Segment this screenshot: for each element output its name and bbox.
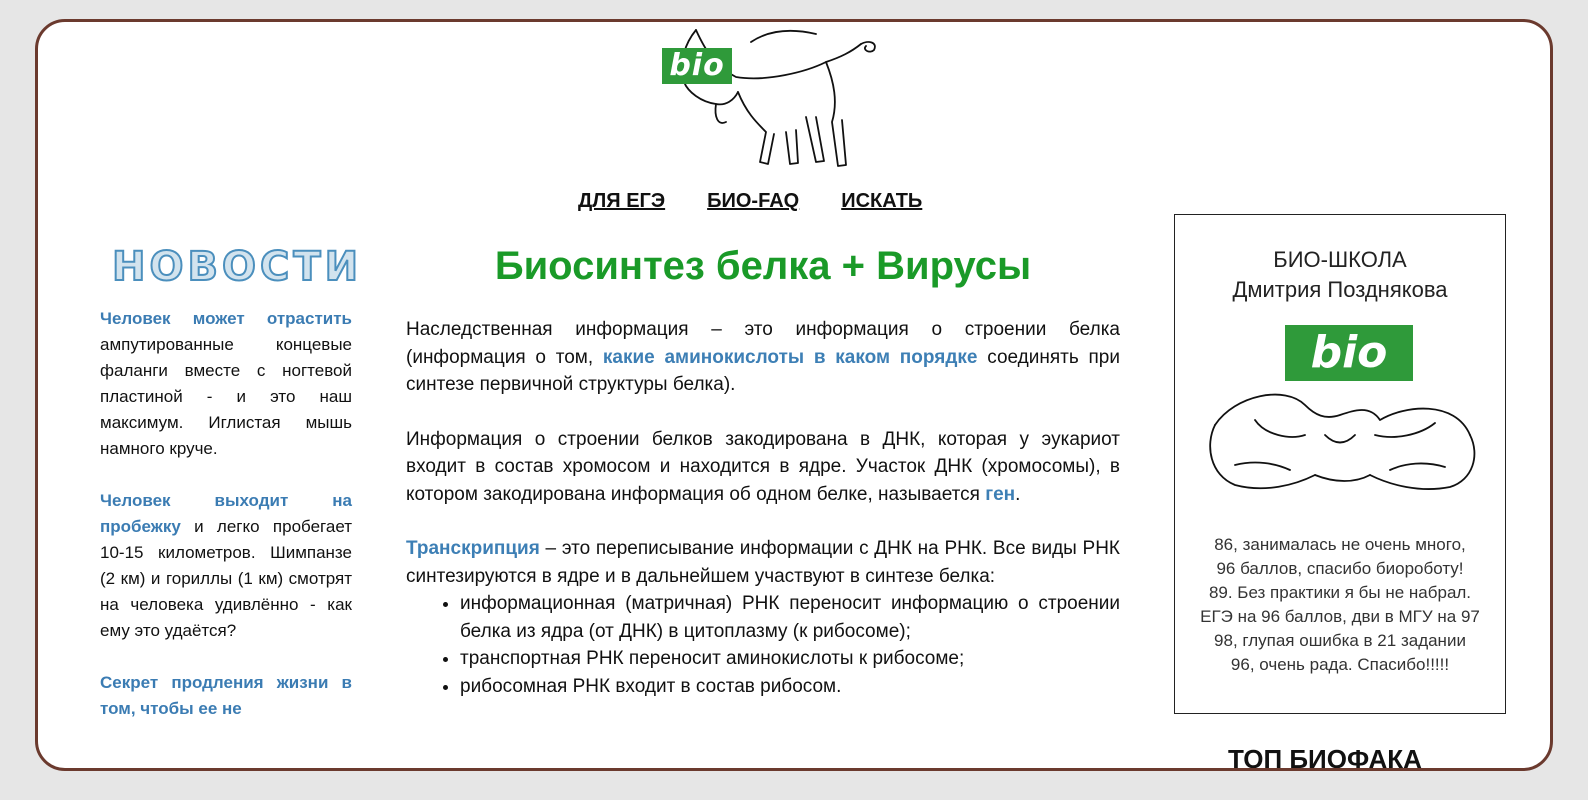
promo-title	[1175, 245, 1505, 305]
bio-logo-badge[interactable]: bio	[662, 48, 732, 84]
news-item	[100, 670, 352, 722]
top-biofak-heading: ТОП БИОФАКА	[1228, 744, 1422, 771]
news-item-link[interactable]: Человек может отрастить	[100, 309, 352, 328]
bison-logo-icon[interactable]	[656, 22, 876, 172]
reviews-list	[1175, 533, 1505, 677]
promo-title-line: Дмитрия Позднякова	[1232, 277, 1448, 302]
page-title: Биосинтез белка + Вирусы	[494, 244, 1032, 288]
review-line: 96 баллов, спасибо биороботу!	[1216, 559, 1464, 578]
paragraph-text: – это переписывание информации с ДНК на РНК. Все виды РНК синтезируются в ядре и в дальнейшем участвуют в синтезе белка:	[406, 538, 1120, 587]
nav-link-bio-faq[interactable]: БИО-FAQ	[707, 190, 800, 212]
article-body	[406, 316, 1120, 700]
rna-types-list	[406, 590, 1120, 700]
review-line: 89. Без практики я бы не набрал.	[1208, 583, 1472, 602]
article-paragraph	[406, 316, 1120, 399]
article-paragraph	[406, 535, 1120, 590]
transcription-link[interactable]: Транскрипция	[406, 538, 540, 559]
page-content	[38, 22, 1550, 771]
page-frame	[35, 19, 1553, 771]
news-item-text: ампутированные концевые фаланги вместе с ногтевой пластиной - и это наш максимум. Иглистая мышь намного круче.	[100, 335, 352, 458]
creature-drawing-icon	[1195, 365, 1485, 505]
review-line: 96, очень рада. Спасибо!!!!!	[1230, 655, 1450, 674]
news-item	[100, 306, 352, 462]
news-item-link[interactable]: Секрет продления жизни в том, чтобы ее не	[100, 673, 352, 718]
top-navigation	[578, 190, 922, 218]
list-item: • рибосомная РНК входит в состав рибосом.	[460, 673, 1120, 701]
news-item-link[interactable]: Человек выходит на пробежку	[100, 491, 352, 536]
gene-link[interactable]: ген	[985, 483, 1016, 505]
review-line: 86, занималась не очень много,	[1214, 535, 1466, 554]
promo-bio-logo: bio	[1285, 325, 1413, 381]
news-sidebar	[100, 306, 352, 748]
bio-school-promo[interactable]	[1174, 214, 1506, 714]
review-line: ЕГЭ на 96 баллов, дви в МГУ на 97	[1200, 607, 1480, 626]
paragraph-text: Информация о строении белков закодирована в ДНК, которая у эукариот входит в состав хромосом и находится в ядре. Участок ДНК (хромосомы), в котором закодирована информация об одном белке, называется	[406, 428, 1120, 505]
highlight-link[interactable]: какие аминокислоты в каком порядке	[602, 346, 978, 368]
review-line: 98, глупая ошибка в 21 задании	[1214, 631, 1466, 650]
list-item: • информационная (матричная) РНК переносит информацию о строении белка из ядра (от ДНК) в цитоплазму (к рибосоме);	[460, 590, 1120, 645]
news-heading: НОВОСТИ	[112, 244, 363, 290]
article-paragraph	[406, 426, 1120, 509]
list-item: • транспортная РНК переносит аминокислоты к рибосоме;	[460, 645, 1120, 673]
news-item-text: и легко пробегает 10-15 километров. Шимпанзе (2 км) и гориллы (1 км) смотрят на человека удивлённо - как ему это удаётся?	[100, 517, 352, 640]
paragraph-text: Наследственная информация – это информация о строении белка (информация о том,	[406, 319, 1120, 368]
promo-title-line: БИО-ШКОЛА	[1273, 247, 1407, 272]
news-item	[100, 488, 352, 644]
nav-link-search[interactable]: ИСКАТЬ	[841, 190, 923, 212]
nav-link-ege[interactable]: ДЛЯ ЕГЭ	[578, 190, 666, 212]
paragraph-text: соединять при синтезе первичной структуры белка).	[406, 346, 1120, 395]
paragraph-text: .	[1015, 483, 1021, 505]
